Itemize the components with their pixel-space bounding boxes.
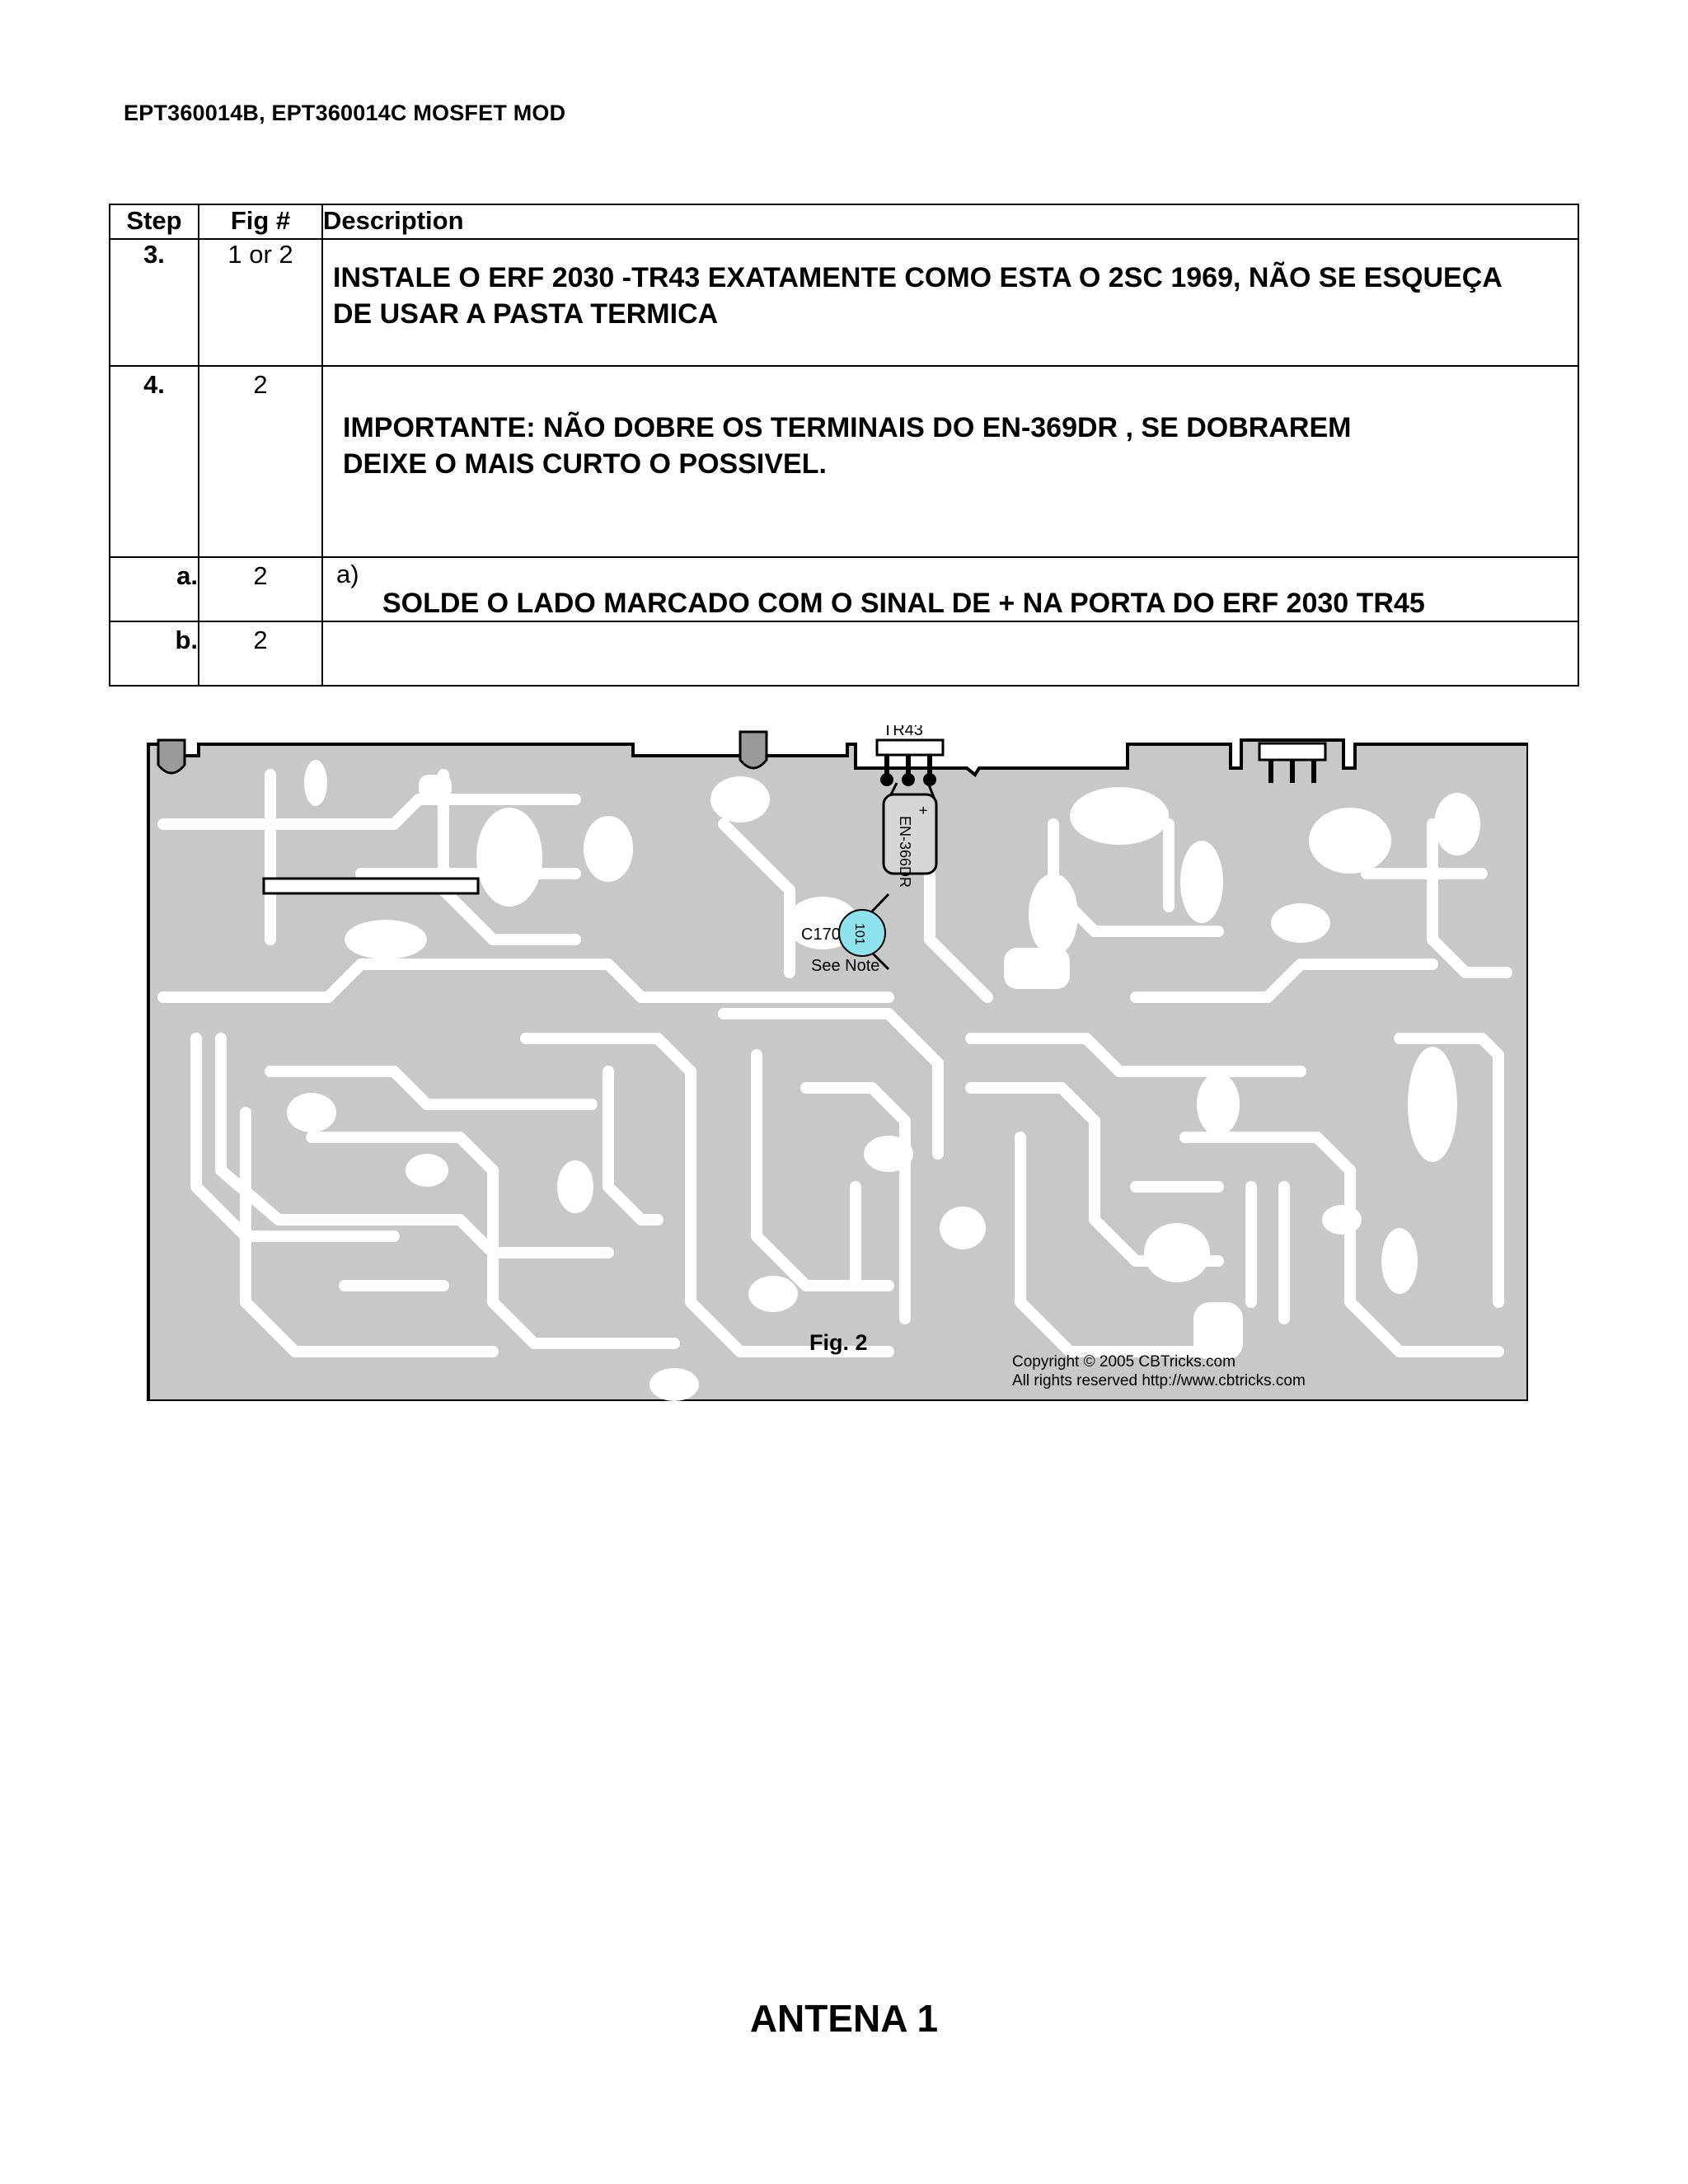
mount-tab-left — [158, 740, 185, 773]
figure-number: 2 — [199, 621, 322, 686]
table-row — [110, 557, 1578, 621]
table-row — [110, 366, 1578, 557]
copyright-url: All rights reserved http://www.cbtricks.com — [1012, 1372, 1306, 1390]
figure-number: 1 or 2 — [199, 239, 322, 366]
en366dr-capacitor — [884, 783, 936, 888]
steps-table — [109, 204, 1579, 687]
figure-number: 2 — [199, 557, 322, 621]
figure-number: 2 — [199, 366, 322, 557]
tr43-transistor — [877, 740, 943, 786]
step-description — [322, 239, 1578, 366]
tr43-label: TR43 — [883, 725, 923, 739]
capacitor-plus-sign: + — [915, 806, 931, 815]
table-header-row — [110, 204, 1578, 239]
footer-title: ANTENA 1 — [749, 1997, 939, 2040]
see-note-label: See Note — [811, 957, 880, 975]
pcb-layout-drawing — [147, 725, 1528, 1401]
description-line: INSTALE O ERF 2030 -TR43 EXATAMENTE COMO ESTA O 2SC 1969, NÃO SE ESQUEÇA — [333, 262, 1503, 293]
description-line: IMPORTANTE: NÃO DOBRE OS TERMINAIS DO EN-369DR , SE DOBRAREM — [343, 412, 1352, 443]
capacitor-marking: EN-366DR — [897, 816, 913, 888]
sub-step-prefix: a) — [336, 560, 359, 588]
step-number: 3. — [110, 239, 199, 366]
column-header-step: Step — [110, 204, 199, 239]
column-header-fig: Fig # — [199, 204, 322, 239]
copyright-line: Copyright © 2005 CBTricks.com — [1012, 1353, 1236, 1371]
table-row — [110, 621, 1578, 686]
table-row — [110, 239, 1578, 366]
description-line: SOLDE O LADO MARCADO COM O SINAL DE + NA PORTA DO ERF 2030 TR45 — [382, 588, 1425, 619]
c170-value: 101 — [852, 923, 866, 945]
c170-label: C170 — [801, 926, 841, 944]
tr45-transistor — [1259, 743, 1325, 783]
mount-tab-middle — [740, 732, 767, 768]
figure-caption: Fig. 2 — [809, 1330, 868, 1355]
column-header-description: Description — [322, 204, 1578, 239]
description-line: DEIXE O MAIS CURTO O POSSIVEL. — [343, 448, 827, 480]
description-line: DE USAR A PASTA TERMICA — [333, 298, 719, 330]
step-description — [322, 621, 1578, 686]
document-title: EPT360014B, EPT360014C MOSFET MOD — [124, 101, 566, 125]
step-number: a. — [110, 557, 199, 621]
pcb-figure — [147, 725, 1528, 1401]
step-number: 4. — [110, 366, 199, 557]
step-description — [322, 366, 1578, 557]
heatsink-bar — [264, 879, 478, 893]
step-description — [322, 557, 1578, 621]
step-number: b. — [110, 621, 199, 686]
